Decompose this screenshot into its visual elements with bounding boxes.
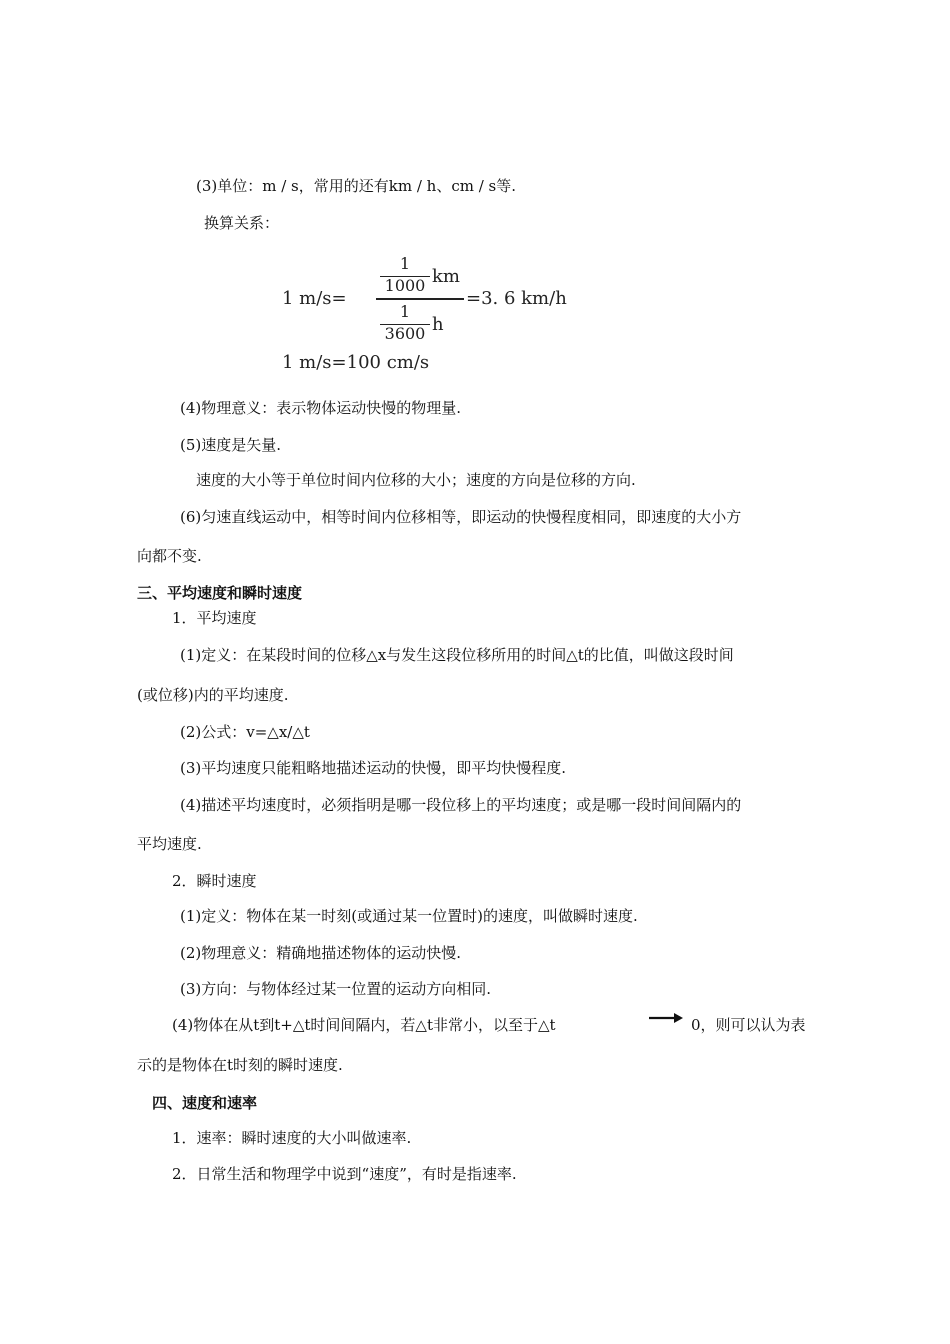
conversion-formula [280,252,620,372]
avg-def-line-1: (1)定义：在某段时间的位移△x与发生这段位移所用的时间△t的比值，叫做这段时间 [180,646,734,664]
avg-rough: (3)平均速度只能粗略地描述运动的快慢，即平均快慢程度. [180,759,567,777]
formula-second: 1 m/s=100 cm/s [282,352,430,373]
avg-formula: (2)公式：v=△x/△t [180,723,310,741]
inst-limit-part-a: (4)物体在从t到t+△t时间间隔内，若△t非常小，以至于△t [172,1016,556,1034]
den-top: 1 [399,302,411,321]
meaning-line: (4)物理意义：表示物体运动快慢的物理量. [180,399,462,417]
uniform-line-2: 向都不变. [137,547,202,565]
formula-lhs: 1 m/s= [282,288,347,309]
avg-def-line-2: (或位移)内的平均速度. [137,686,289,704]
vector-line: (5)速度是矢量. [180,436,282,454]
den-den: 3600 [384,324,426,343]
inst-meaning: (2)物理意义：精确地描述物体的运动快慢. [180,944,462,962]
inst-def: (1)定义：物体在某一时刻(或通过某一位置时)的速度，叫做瞬时速度. [180,907,638,925]
num-unit: km [432,266,460,287]
rate-line-1: 1．速率：瞬时速度的大小叫做速率. [172,1129,412,1147]
avg-note-line-2: 平均速度. [137,835,202,853]
den-unit: h [432,314,444,335]
section-4-heading: 四、速度和速率 [152,1094,258,1112]
arrow-right-icon [648,1011,684,1025]
unit-line: (3)单位：m / s，常用的还有km / h、cm / s等. [196,177,517,195]
rate-line-2: 2．日常生活和物理学中说到“速度”，有时是指速率. [172,1165,517,1183]
inst-limit-line-2: 示的是物体在t时刻的瞬时速度. [137,1056,343,1074]
avg-title: 1．平均速度 [172,609,257,627]
conversion-label: 换算关系： [204,214,280,232]
inst-title: 2．瞬时速度 [172,872,257,890]
main-fraction-bar [376,298,464,300]
num-den: 1000 [384,276,426,295]
avg-note-line-1: (4)描述平均速度时，必须指明是哪一段位移上的平均速度；或是哪一段时间间隔内的 [180,796,742,814]
formula-rhs: =3. 6 km/h [466,288,567,309]
inst-limit-part-b: 0，则可以认为表 [691,1016,806,1034]
uniform-line-1: (6)匀速直线运动中，相等时间内位移相等，即运动的快慢程度相同，即速度的大小方 [180,508,742,526]
num-top: 1 [399,254,411,273]
vector-desc-line: 速度的大小等于单位时间内位移的大小；速度的方向是位移的方向. [196,471,636,489]
section-3-heading: 三、平均速度和瞬时速度 [137,584,303,602]
inst-direction: (3)方向：与物体经过某一位置的运动方向相同. [180,980,492,998]
